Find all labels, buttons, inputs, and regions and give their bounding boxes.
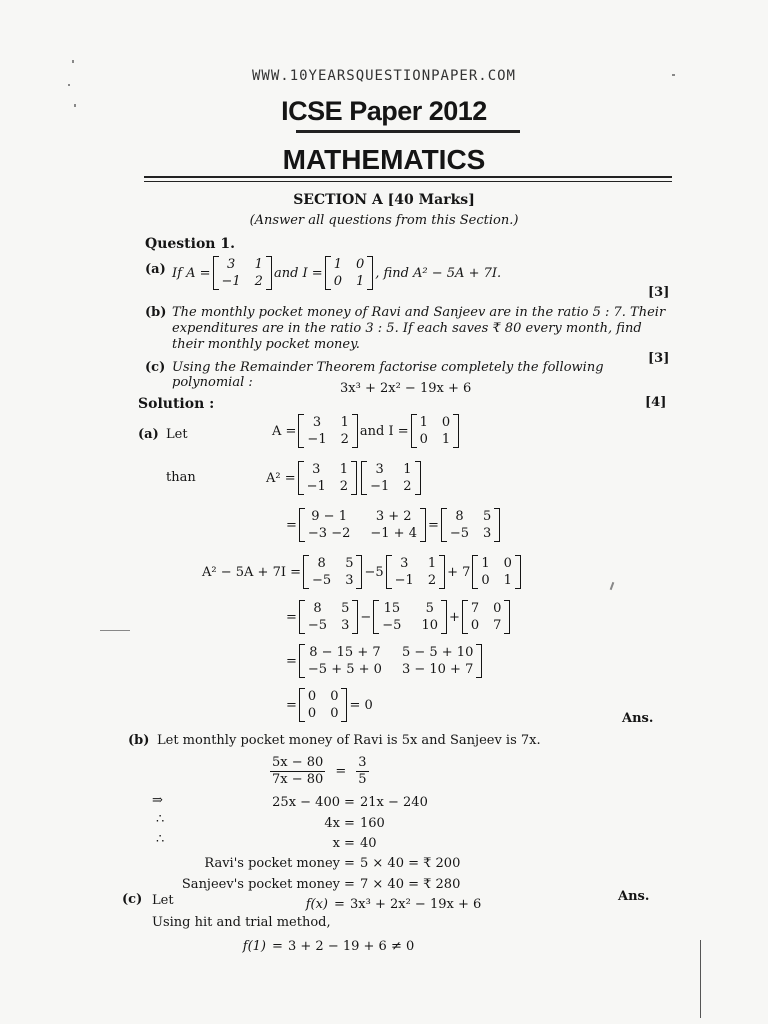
solution-c-label: (c) bbox=[122, 892, 143, 907]
solution-a-than: than bbox=[166, 470, 196, 485]
solution-b-label: (b) bbox=[128, 733, 150, 748]
solution-c-f1: f(1) bbox=[242, 939, 266, 954]
subject-rule-thick bbox=[144, 176, 672, 178]
section-instruction: (Answer all questions from this Section.) bbox=[249, 213, 519, 228]
scan-speck bbox=[100, 630, 130, 631]
solution-b-l1-eq: = bbox=[344, 795, 355, 810]
solution-c-let: Let bbox=[152, 893, 174, 908]
question-a-text bbox=[172, 256, 501, 290]
question-b-label: (b) bbox=[145, 305, 167, 320]
question-a-suffix: , find A² − 5A + 7I. bbox=[375, 265, 502, 281]
solution-c-f1-rhs: 3 + 2 − 19 + 6 ≠ 0 bbox=[288, 939, 415, 954]
solution-a-line7: = 0 0 0 0 = 0 bbox=[286, 689, 373, 721]
solution-a-let: Let bbox=[166, 427, 188, 442]
solution-a-line1: A = 3 1 −1 2 and I = 1 0 0 1 bbox=[272, 414, 461, 448]
solution-a-label: (a) bbox=[138, 427, 159, 442]
scan-edge-line bbox=[700, 940, 701, 1018]
question-a-marks: [3] bbox=[648, 285, 670, 300]
solution-b-l3-eq: = bbox=[344, 836, 355, 851]
sanjeev-money-label: Sanjeev's pocket money bbox=[181, 877, 340, 892]
solution-c-f1-eq: = bbox=[272, 939, 283, 954]
sanjeev-money-eq: = bbox=[344, 877, 355, 892]
matrix-i-solution: 1 0 0 1 bbox=[411, 414, 460, 448]
question-heading: Question 1. bbox=[145, 236, 235, 252]
solution-c-fx-eq: = bbox=[334, 897, 345, 912]
question-c-label: (c) bbox=[145, 360, 166, 375]
solution-c-fx: f(x) bbox=[305, 897, 328, 912]
solution-a-ans: Ans. bbox=[622, 711, 654, 726]
solution-a-line3: = 9 − 1 3 + 2 −3 −2 −1 + 4 = 8 5 −5 3 bbox=[286, 508, 502, 542]
question-b-marks: [3] bbox=[648, 351, 670, 366]
solution-heading: Solution : bbox=[138, 396, 215, 412]
subject-title: MATHEMATICS bbox=[282, 144, 486, 175]
subject-rule-thin bbox=[144, 181, 672, 182]
question-b-text: The monthly pocket money of Ravi and Sanjeev are in the ratio 5 : 7. Their expenditures are in the ratio 3 : 5. If each saves ₹ 80 every month, find their monthly pocket money. bbox=[172, 305, 666, 352]
scan-speck bbox=[68, 84, 70, 86]
scan-speck bbox=[610, 582, 615, 590]
solution-a-line2: A² = 3 1 −1 2 3 1 −1 2 bbox=[266, 461, 423, 495]
sanjeev-money-value: 7 × 40 = ₹ 280 bbox=[360, 877, 461, 892]
solution-a-line5: = 8 5 −5 3 − 15 5 −5 10 + 7 0 0 7 bbox=[286, 600, 512, 634]
solution-a-line4: A² − 5A + 7I = 8 5 −5 3 −5 3 1 −1 2 + 7 1 0 0 1 bbox=[202, 555, 523, 589]
matrix-a-solution: 3 1 −1 2 bbox=[298, 414, 357, 448]
matrix-a: 3 1 −1 2 bbox=[213, 256, 272, 290]
solution-b-ans: Ans. bbox=[618, 889, 650, 904]
question-c-polynomial: 3x³ + 2x² − 19x + 6 bbox=[340, 381, 472, 396]
website-header: WWW.10YEARSQUESTIONPAPER.COM bbox=[251, 68, 516, 84]
therefore-symbol-1: ∴ bbox=[156, 812, 165, 827]
matrix-i: 1 0 0 1 bbox=[325, 256, 374, 290]
solution-b-l1-lhs: 25x − 400 bbox=[272, 795, 340, 810]
question-a-label: (a) bbox=[145, 262, 166, 277]
solution-c-method: Using hit and trial method, bbox=[152, 915, 331, 930]
ravi-money-eq: = bbox=[344, 856, 355, 871]
question-c-marks: [4] bbox=[645, 395, 667, 410]
solution-c-fx-rhs: 3x³ + 2x² − 19x + 6 bbox=[350, 897, 482, 912]
question-a-prefix: If A = bbox=[172, 265, 211, 281]
therefore-symbol-2: ∴ bbox=[156, 832, 165, 847]
solution-b-l2-lhs: 4x bbox=[324, 816, 340, 831]
solution-b-l1-rhs: 21x − 240 bbox=[360, 795, 428, 810]
paper-title: ICSE Paper 2012 bbox=[281, 96, 487, 126]
section-heading: SECTION A [40 Marks] bbox=[293, 192, 475, 208]
ravi-money-label: Ravi's pocket money bbox=[204, 856, 340, 871]
ravi-money-value: 5 × 40 = ₹ 200 bbox=[360, 856, 461, 871]
solution-b-l3-rhs: 40 bbox=[360, 836, 377, 851]
scan-speck bbox=[72, 60, 74, 63]
scan-speck bbox=[74, 104, 76, 107]
question-c-text: Using the Remainder Theorem factorise completely the following polynomial : bbox=[172, 360, 604, 390]
scan-speck bbox=[672, 74, 675, 76]
solution-b-l3-lhs: x bbox=[332, 836, 340, 851]
solution-b-l2-eq: = bbox=[344, 816, 355, 831]
solution-a-line6: = 8 − 15 + 7 5 − 5 + 10 −5 + 5 + 0 3 − 10 + 7 bbox=[286, 644, 484, 678]
implies-symbol: ⇒ bbox=[152, 793, 163, 808]
question-a-mid: and I = bbox=[273, 265, 323, 281]
solution-b-intro: Let monthly pocket money of Ravi is 5x and Sanjeev is 7x. bbox=[157, 733, 541, 748]
title-underline bbox=[296, 130, 520, 133]
solution-b-l2-rhs: 160 bbox=[360, 816, 385, 831]
solution-b-ratio: $\frac{5x - 80}{7x - 80}$ = $\frac{3}{5}$ bbox=[272, 755, 367, 787]
